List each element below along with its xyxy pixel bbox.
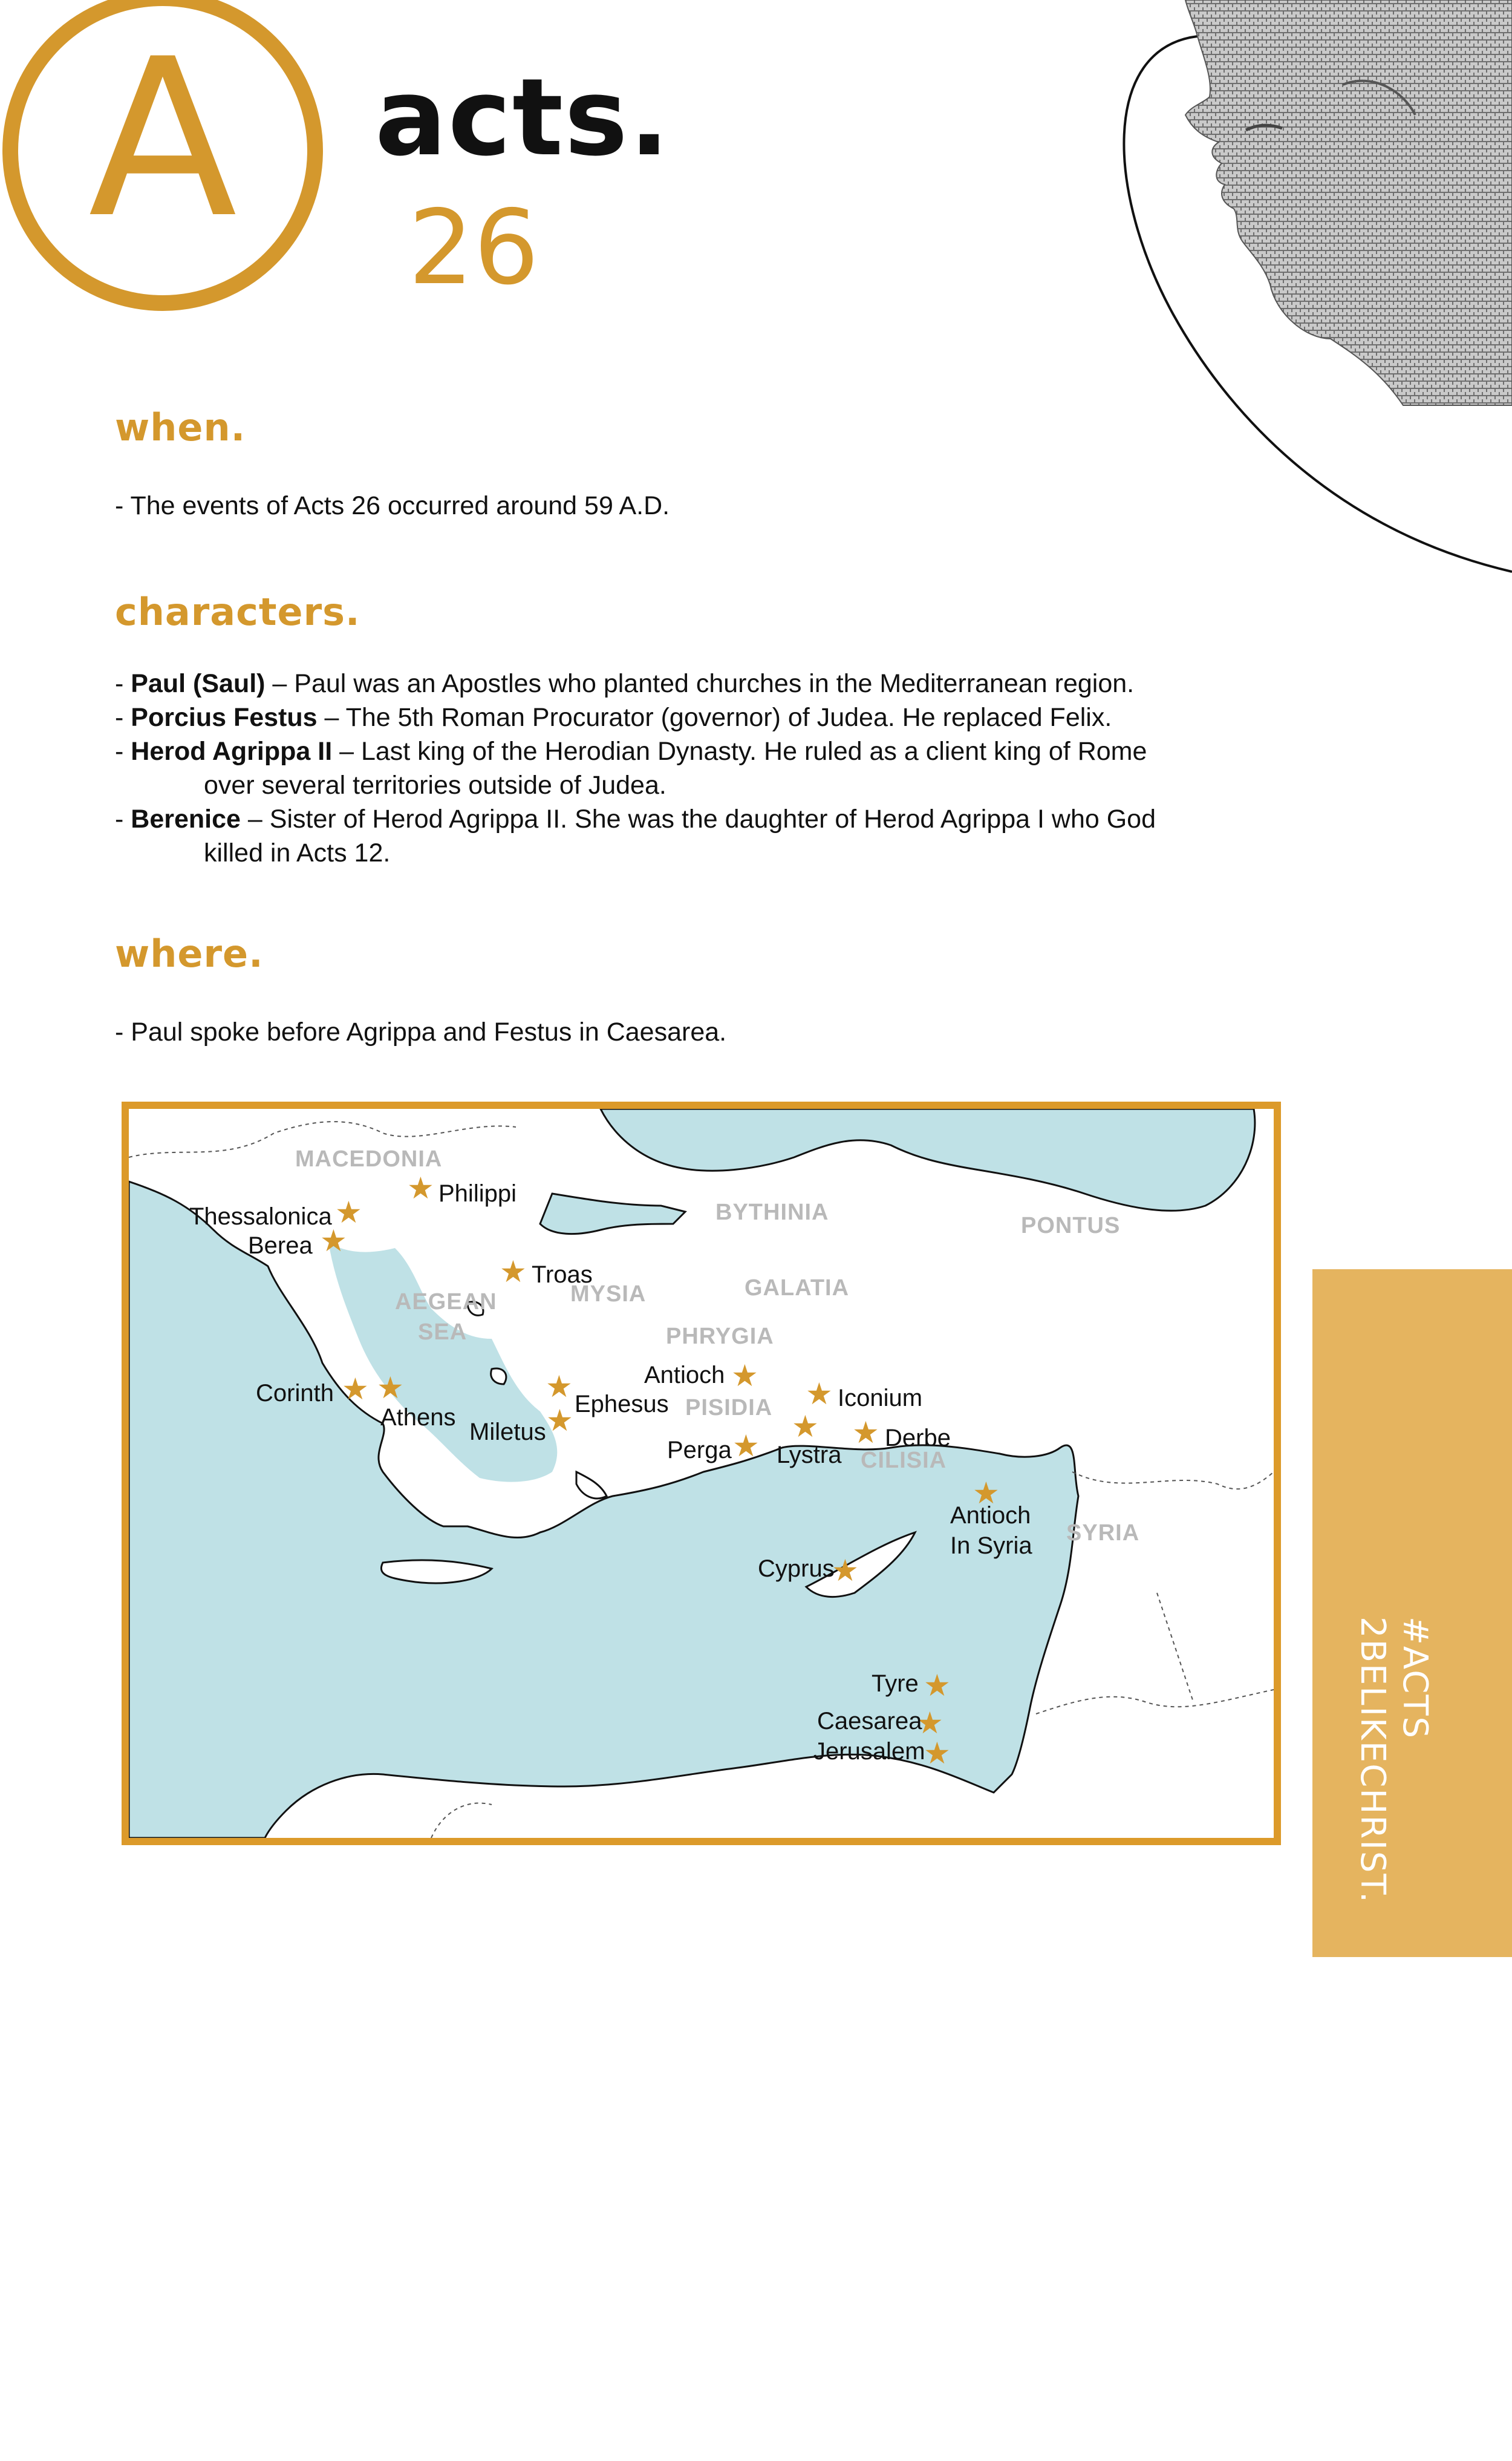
list-bullet: - <box>115 805 131 834</box>
city-star-icon: ★ <box>792 1410 819 1443</box>
hashtag-belikechrist: 2BELIKECHRIST. <box>1353 1616 1392 1904</box>
character-item <box>115 734 1264 768</box>
city-label: Iconium <box>838 1385 923 1411</box>
list-bullet: - <box>115 703 131 732</box>
city-label: Berea <box>248 1232 313 1259</box>
character-name: Berenice <box>131 805 241 834</box>
region-label: PHRYGIA <box>666 1324 774 1349</box>
city-star-icon: ★ <box>832 1554 859 1587</box>
statue-head-illustration <box>1089 0 1512 581</box>
city-label: Derbe <box>885 1425 951 1451</box>
city-label: Athens <box>380 1404 456 1431</box>
character-desc: – Last king of the Herodian Dynasty. He ruled as a client king of Rome <box>332 737 1147 766</box>
city-label: Miletus <box>469 1419 546 1445</box>
where-text: - Paul spoke before Agrippa and Festus in Caesarea. <box>115 1018 727 1047</box>
map-frame <box>122 1102 1281 1845</box>
page-title: acts. <box>375 56 671 180</box>
when-heading: when. <box>115 405 246 449</box>
region-label: SEA <box>418 1319 468 1345</box>
city-star-icon: ★ <box>924 1736 951 1770</box>
region-label: AEGEAN <box>395 1289 497 1315</box>
city-label: Cyprus <box>758 1555 835 1582</box>
city-star-icon: ★ <box>500 1255 527 1289</box>
city-label: Troas <box>532 1261 593 1288</box>
city-label: Perga <box>667 1437 732 1463</box>
character-desc-continued: over several territories outside of Judea. <box>204 771 666 800</box>
side-text <box>871 1856 992 2461</box>
characters-list <box>115 667 1264 870</box>
city-star-icon: ★ <box>732 1429 760 1463</box>
character-name: Herod Agrippa II <box>131 737 333 766</box>
when-text: - The events of Acts 26 occurred around 59 A.D. <box>115 491 670 520</box>
region-label: BYTHINIA <box>715 1200 829 1225</box>
region-label: CILISIA <box>861 1448 947 1473</box>
side-bar-text-area <box>1312 1269 1512 1957</box>
city-label: In Syria <box>950 1532 1032 1559</box>
city-star-icon: ★ <box>377 1371 404 1405</box>
character-name: Porcius Festus <box>131 703 318 732</box>
city-star-icon: ★ <box>731 1359 758 1393</box>
city-label: Thessalonica <box>189 1203 332 1230</box>
region-label: GALATIA <box>745 1275 850 1301</box>
logo-letter: A <box>88 12 238 266</box>
city-star-icon: ★ <box>973 1476 1000 1510</box>
city-star-icon: ★ <box>320 1224 347 1258</box>
chapter-number: 26 <box>408 188 539 308</box>
city-star-icon: ★ <box>546 1370 573 1404</box>
city-star-icon: ★ <box>335 1195 362 1229</box>
list-bullet: - <box>115 737 131 766</box>
city-star-icon: ★ <box>852 1416 879 1449</box>
city-star-icon: ★ <box>916 1706 943 1740</box>
city-label: Corinth <box>256 1380 334 1407</box>
city-star-icon: ★ <box>806 1377 833 1411</box>
city-star-icon: ★ <box>407 1171 434 1205</box>
character-item <box>115 802 1264 836</box>
city-label: Caesarea <box>817 1708 922 1734</box>
list-bullet: - <box>115 669 131 698</box>
city-label: Tyre <box>872 1670 919 1697</box>
character-desc: – The 5th Roman Procurator (governor) of Judea. He replaced Felix. <box>317 703 1112 732</box>
region-label: PISIDIA <box>685 1395 773 1420</box>
hashtag-acts: #ACTS <box>1395 1616 1435 1740</box>
character-name: Paul (Saul) <box>131 669 266 698</box>
where-heading: where. <box>115 932 264 976</box>
character-item <box>115 701 1264 734</box>
characters-heading: characters. <box>115 590 360 634</box>
city-star-icon: ★ <box>342 1372 369 1406</box>
city-star-icon: ★ <box>924 1668 951 1702</box>
character-desc: – Paul was an Apostles who planted churches in the Mediterranean region. <box>265 669 1135 698</box>
region-label: SYRIA <box>1066 1520 1140 1546</box>
city-label: Philippi <box>438 1180 516 1207</box>
character-item <box>115 667 1264 701</box>
city-label: Jerusalem <box>813 1738 925 1765</box>
city-label: Ephesus <box>575 1391 669 1417</box>
region-label: MYSIA <box>570 1281 647 1307</box>
character-desc-continued: killed in Acts 12. <box>204 838 391 868</box>
city-label: Lystra <box>777 1442 842 1468</box>
region-label: PONTUS <box>1021 1213 1121 1238</box>
city-star-icon: ★ <box>546 1404 573 1437</box>
city-label: Antioch <box>644 1362 725 1388</box>
region-label: MACEDONIA <box>295 1146 443 1172</box>
character-desc: – Sister of Herod Agrippa II. She was the daughter of Herod Agrippa I who God <box>240 805 1156 834</box>
city-label: Antioch <box>950 1502 1031 1529</box>
